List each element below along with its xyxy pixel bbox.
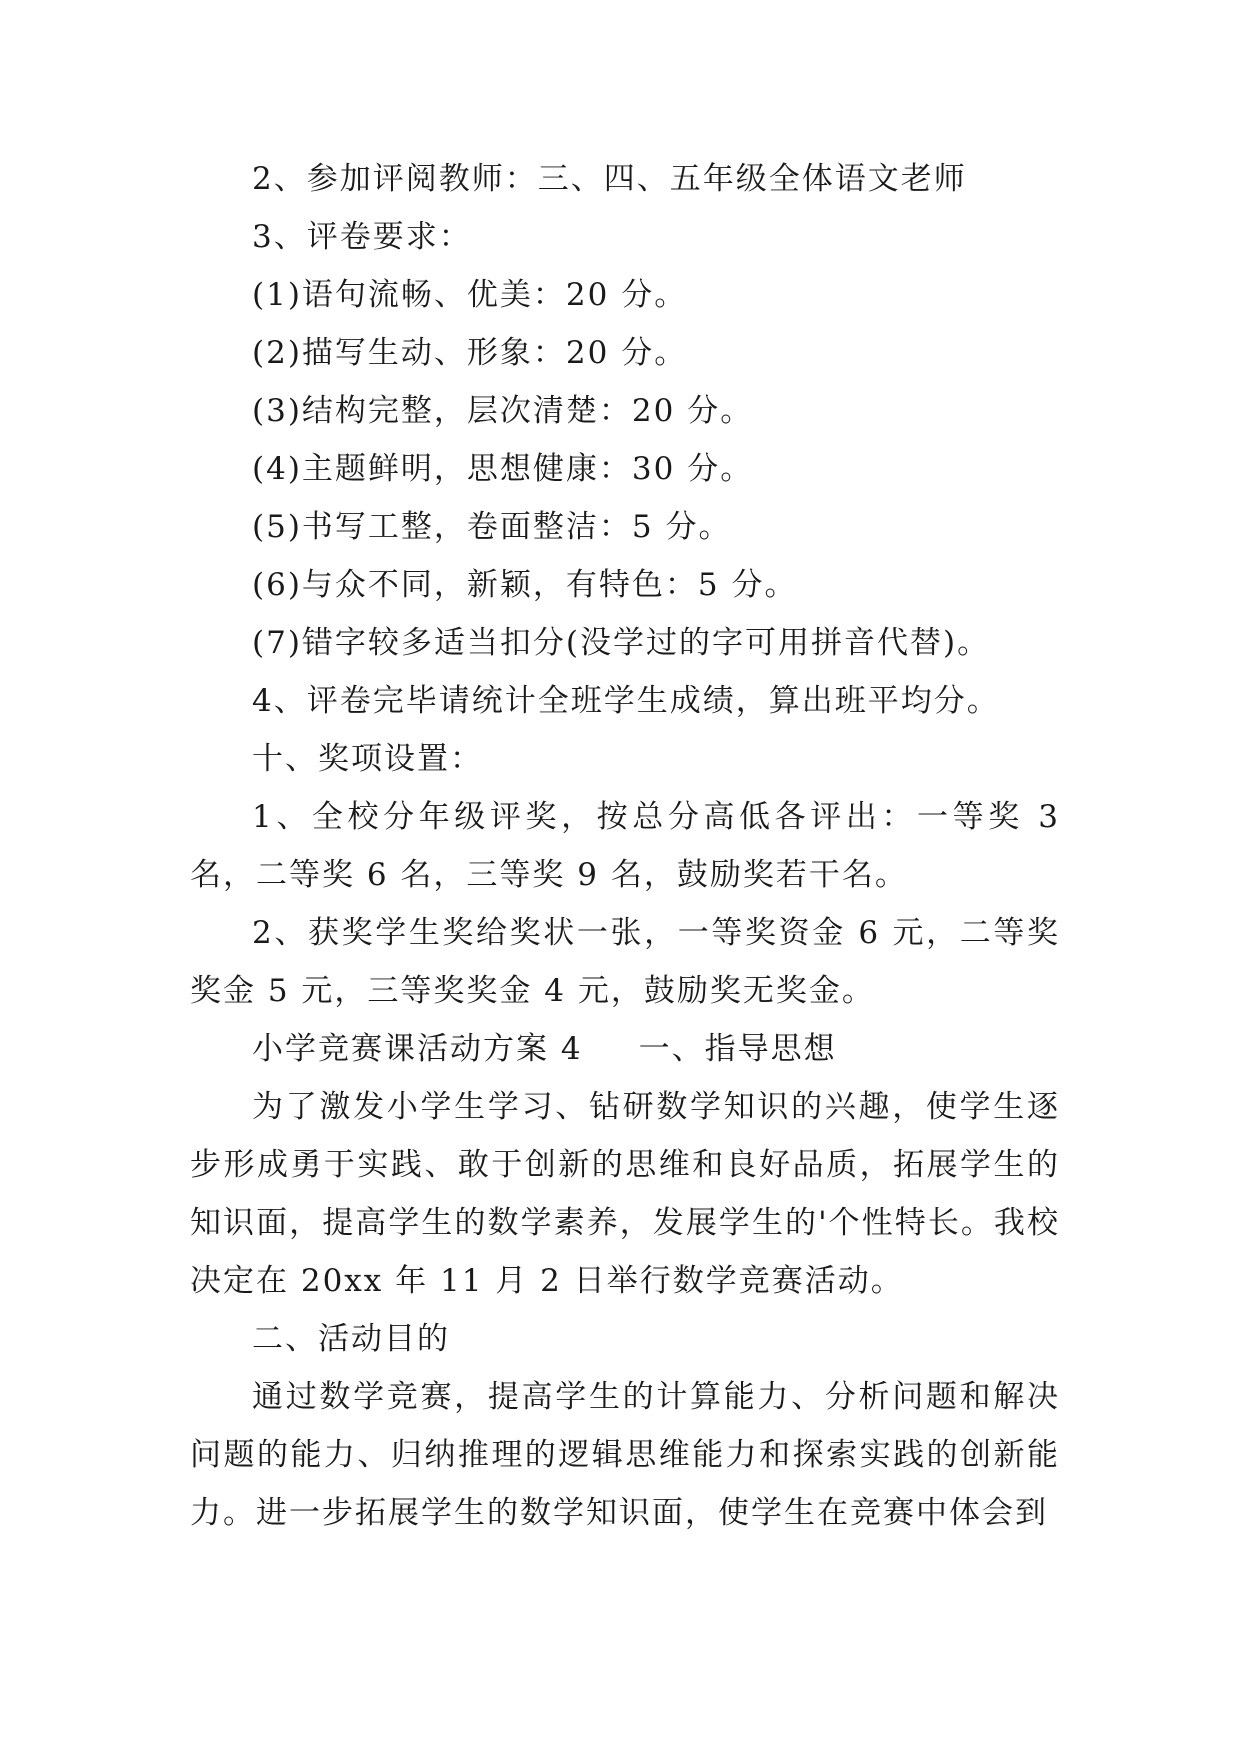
- plan-title: 小学竞赛课活动方案 4: [252, 1031, 583, 1067]
- paragraph: 3、评卷要求：: [252, 219, 472, 255]
- paragraph: (7)错字较多适当扣分(没学过的字可用拼音代替)。: [252, 625, 991, 661]
- section-heading: 十、奖项设置：: [252, 741, 483, 777]
- section-heading: 一、指导思想: [638, 1031, 837, 1067]
- paragraph: 1、全校分年级评奖，按总分高低各评出：一等奖 3 名，二等奖 6 名，三等奖 9 名，鼓励奖若干名。: [190, 799, 1060, 893]
- section-heading: 二、活动目的: [252, 1321, 450, 1357]
- paragraph: (1)语句流畅、优美：20 分。: [252, 277, 688, 313]
- paragraph: 通过数学竞赛，提高学生的计算能力、分析问题和解决问题的能力、归纳推理的逻辑思维能力和探索实践的创新能力。进一步拓展学生的数学知识面，使学生在竞赛中体会到: [190, 1379, 1060, 1531]
- document-heading-line: [190, 1020, 1060, 1078]
- paragraph: (3)结构完整，层次清楚：20 分。: [252, 393, 754, 429]
- paragraph: (2)描写生动、形象：20 分。: [252, 335, 688, 371]
- paragraph: (5)书写工整，卷面整洁：5 分。: [252, 509, 732, 545]
- document-body: [190, 150, 1060, 1542]
- paragraph: 4、评卷完毕请统计全班学生成绩，算出班平均分。: [252, 683, 1000, 719]
- paragraph: 为了激发小学生学习、钻研数学知识的兴趣，使学生逐步形成勇于实践、敢于创新的思维和良好品质，拓展学生的知识面，提高学生的数学素养，发展学生的'个性特长。我校决定在 20xx 年 11 月 2 日举行数学竞赛活动。: [190, 1089, 1060, 1299]
- paragraph: 2、获奖学生奖给奖状一张，一等奖资金 6 元，二等奖奖金 5 元，三等奖奖金 4 元，鼓励奖无奖金。: [190, 915, 1060, 1009]
- paragraph: (6)与众不同，新颖，有特色：5 分。: [252, 567, 798, 603]
- paragraph: (4)主题鲜明，思想健康：30 分。: [252, 451, 754, 487]
- paragraph: 2、参加评阅教师：三、四、五年级全体语文老师: [252, 161, 967, 197]
